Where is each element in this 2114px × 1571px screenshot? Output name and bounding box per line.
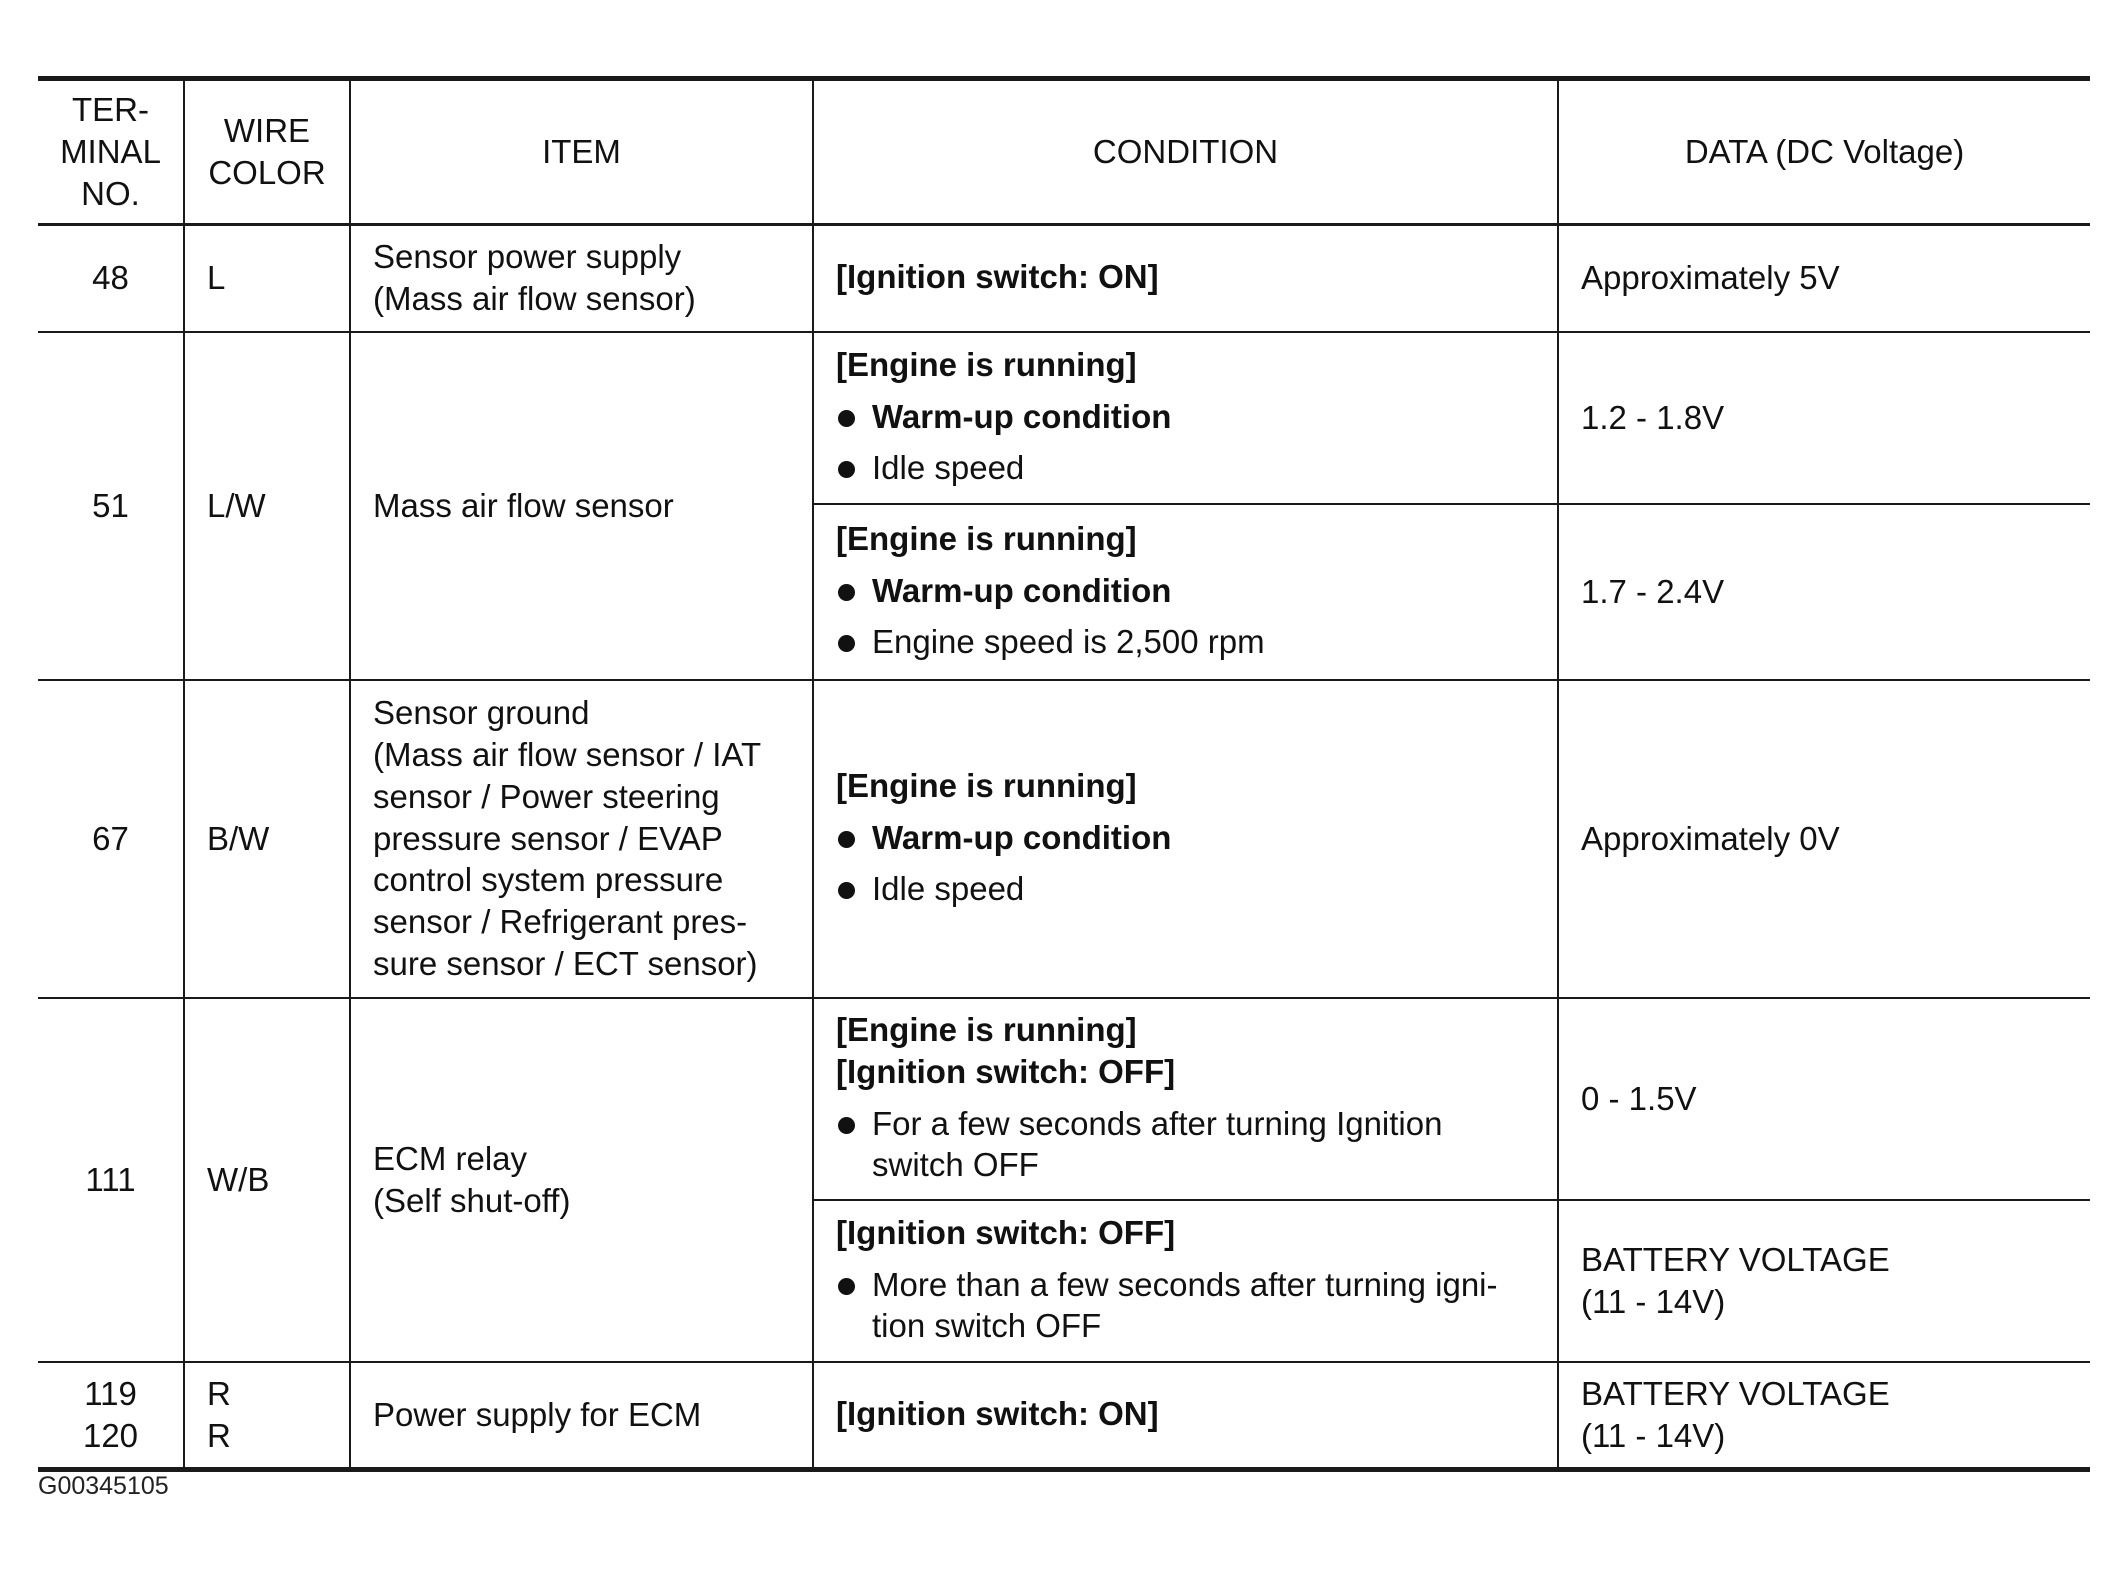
condition-bullet [836, 447, 1543, 489]
terminal-no: 48 [38, 225, 184, 332]
bullet-dot-icon [838, 1278, 855, 1295]
wire-color: W/B [184, 998, 350, 1362]
header-data: DATA (DC Voltage) [1558, 79, 2090, 225]
condition-heading: [Ignition switch: ON] [836, 258, 1159, 296]
bullet-text: Warm-up condition [872, 818, 1172, 856]
item-cell [350, 1362, 813, 1470]
item-text: pressure sensor / EVAP [373, 819, 723, 857]
bullet-text: Idle speed [872, 449, 1025, 487]
condition-bullet [836, 570, 1543, 612]
item-text: Mass air flow sensor [373, 486, 674, 524]
item-text: Power supply for ECM [373, 1395, 702, 1433]
data-text: (11 - 14V) [1581, 1416, 1726, 1454]
item-cell [350, 225, 813, 332]
wire-color-text: R [207, 1416, 231, 1454]
item-text: Sensor ground [373, 693, 590, 731]
condition-cell [813, 998, 1558, 1200]
condition-cell [813, 504, 1558, 680]
ecm-terminal-table [38, 76, 2090, 1472]
bullet-text: More than a few seconds after turning igni-tion switch OFF [872, 1265, 1498, 1345]
bullet-text: Warm-up condition [872, 397, 1172, 435]
item-cell [350, 680, 813, 998]
condition-heading: [Engine is running] [836, 766, 1137, 804]
header-wire-line: WIRE [223, 112, 311, 150]
item-text: (Mass air flow sensor) [373, 280, 696, 318]
terminal-no-text: 120 [82, 1416, 139, 1454]
bullet-dot-icon [838, 882, 855, 899]
condition-cell [813, 1362, 1558, 1470]
wire-color: B/W [184, 680, 350, 998]
wire-color [184, 1362, 350, 1470]
item-text: sensor / Refrigerant pres- [373, 903, 748, 941]
item-text: sure sensor / ECT sensor) [373, 945, 758, 983]
table-header-row [38, 79, 2090, 225]
data-value: Approximately 0V [1558, 680, 2090, 998]
item-cell [350, 998, 813, 1362]
terminal-no-text: 119 [84, 1374, 137, 1412]
bullet-dot-icon [838, 410, 855, 427]
data-value: 1.7 - 2.4V [1558, 504, 2090, 680]
header-wire-line: COLOR [208, 154, 326, 191]
condition-bullet [836, 1103, 1543, 1187]
condition-cell [813, 1200, 1558, 1362]
condition-heading: [Engine is running] [836, 519, 1137, 557]
item-cell [350, 332, 813, 680]
bullet-dot-icon [838, 831, 855, 848]
header-terminal-line: TER- [72, 91, 149, 129]
condition-heading: [Ignition switch: OFF] [836, 1213, 1176, 1251]
terminal-no [38, 1362, 184, 1470]
item-text: Sensor power supply [373, 238, 682, 276]
wire-color-text: R [207, 1374, 231, 1412]
bullet-text: For a few seconds after turning Ignition switch OFF [872, 1104, 1443, 1184]
data-value: Approximately 5V [1558, 225, 2090, 332]
header-terminal-no [38, 79, 184, 225]
item-text: sensor / Power steering [373, 777, 720, 815]
data-text: BATTERY VOLTAGE [1581, 1374, 1890, 1412]
condition-bullet [836, 817, 1543, 859]
header-terminal-line: NO. [81, 174, 140, 212]
data-text: BATTERY VOLTAGE [1581, 1240, 1890, 1278]
condition-heading: [Ignition switch: ON] [836, 1394, 1159, 1432]
bullet-dot-icon [838, 635, 855, 652]
condition-bullet [836, 621, 1543, 663]
bullet-text: Warm-up condition [872, 571, 1172, 609]
header-condition: CONDITION [813, 79, 1558, 225]
terminal-no: 51 [38, 332, 184, 680]
condition-cell [813, 225, 1558, 332]
bullet-dot-icon [838, 1117, 855, 1134]
condition-cell [813, 332, 1558, 504]
bullet-text: Engine speed is 2,500 rpm [872, 623, 1265, 661]
wire-color: L/W [184, 332, 350, 680]
condition-heading: [Engine is running] [836, 1010, 1137, 1048]
condition-heading: [Ignition switch: OFF] [836, 1052, 1176, 1090]
condition-bullet [836, 1264, 1543, 1348]
item-text: (Self shut-off) [373, 1181, 571, 1219]
table-row [38, 1362, 2090, 1470]
item-text: ECM relay [373, 1139, 528, 1177]
condition-bullet [836, 396, 1543, 438]
table-row [38, 225, 2090, 332]
table-row [38, 680, 2090, 998]
table-row [38, 998, 2090, 1200]
condition-cell [813, 680, 1558, 998]
bullet-dot-icon [838, 584, 855, 601]
wire-color: L [184, 225, 350, 332]
header-terminal-line: MINAL [60, 133, 161, 171]
header-wire-color [184, 79, 350, 225]
bullet-text: Idle speed [872, 870, 1025, 908]
condition-heading: [Engine is running] [836, 345, 1137, 383]
item-text: (Mass air flow sensor / IAT [373, 735, 762, 773]
bullet-dot-icon [838, 461, 855, 478]
data-value [1558, 1362, 2090, 1470]
terminal-no: 67 [38, 680, 184, 998]
figure-id: G00345105 [38, 1472, 169, 1500]
condition-bullet [836, 868, 1543, 910]
terminal-no: 111 [38, 998, 184, 1362]
header-item: ITEM [350, 79, 813, 225]
data-value [1558, 1200, 2090, 1362]
data-value: 0 - 1.5V [1558, 998, 2090, 1200]
item-text: control system pressure [373, 861, 724, 899]
table-row [38, 332, 2090, 504]
data-value: 1.2 - 1.8V [1558, 332, 2090, 504]
data-text: (11 - 14V) [1581, 1282, 1726, 1320]
